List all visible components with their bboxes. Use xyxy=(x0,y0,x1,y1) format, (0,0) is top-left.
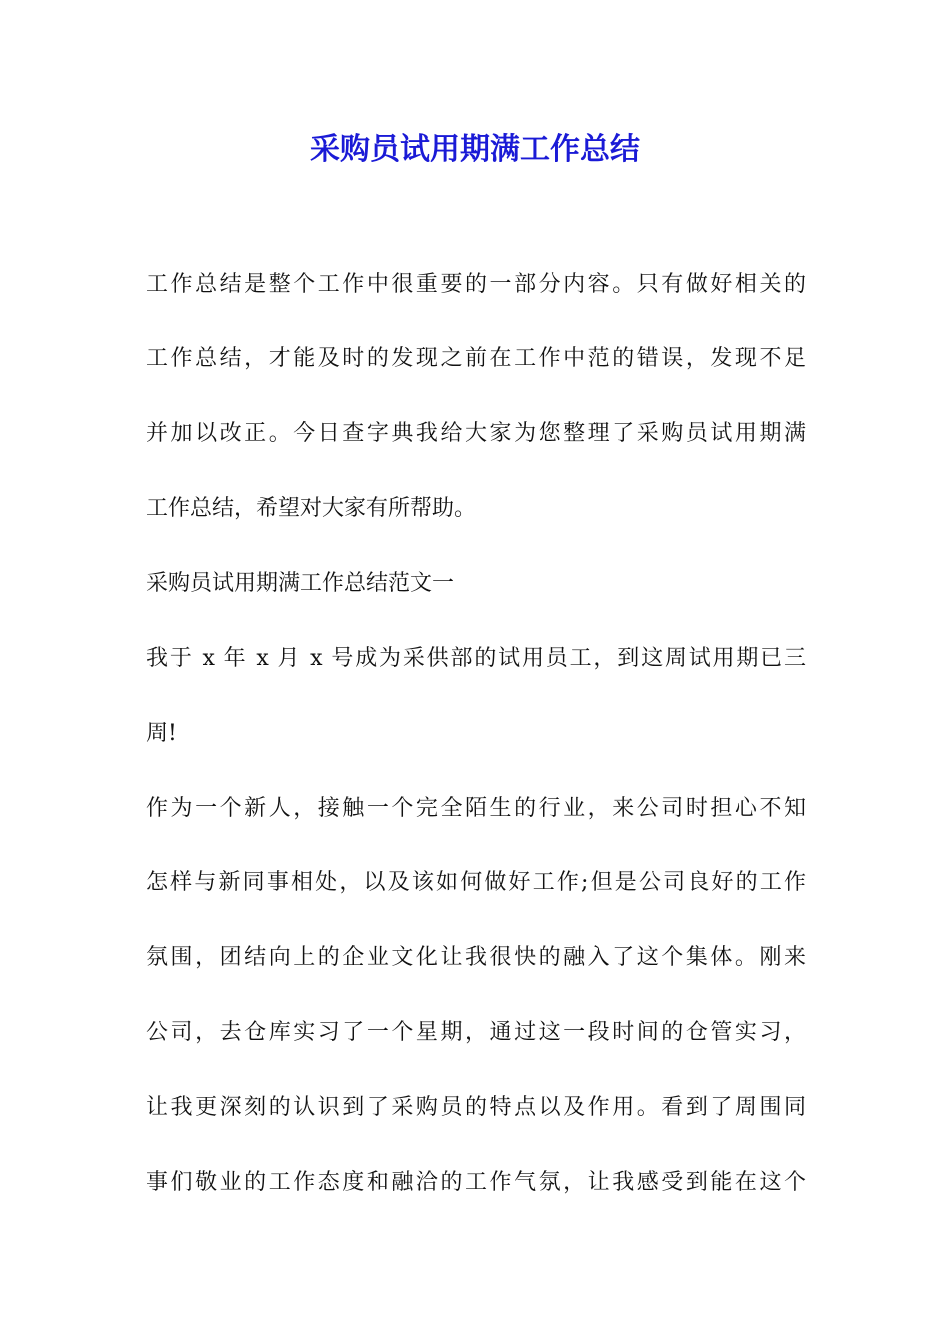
paragraph-line: 公司，去仓库实习了一个星期，通过这一段时间的仓管实习， xyxy=(146,1020,806,1045)
paragraph-line: 工作总结，才能及时的发现之前在工作中范的错误，发现不足 xyxy=(146,346,806,371)
paragraph-line: 氛围，团结向上的企业文化让我很快的融入了这个集体。刚来 xyxy=(146,945,806,970)
paragraph-line: 工作总结是整个工作中很重要的一部分内容。只有做好相关的 xyxy=(146,272,806,297)
paragraph-line: 工作总结，希望对大家有所帮助。 xyxy=(146,496,477,521)
paragraph-line: 事们敬业的工作态度和融洽的工作气氛，让我感受到能在这个 xyxy=(146,1170,806,1195)
paragraph-line: 怎样与新同事相处，以及该如何做好工作;但是公司良好的工作 xyxy=(146,870,806,895)
section-heading: 采购员试用期满工作总结范文一 xyxy=(146,571,455,596)
paragraph-line: 我于 x 年 x 月 x 号成为采供部的试用员工，到这周试用期已三 xyxy=(146,646,806,671)
paragraph-line: 作为一个新人，接触一个完全陌生的行业，来公司时担心不知 xyxy=(146,796,806,821)
paragraph-line: 周! xyxy=(146,721,177,746)
document-title: 采购员试用期满工作总结 xyxy=(310,132,640,167)
paragraph-line: 并加以改正。今日查字典我给大家为您整理了采购员试用期满 xyxy=(146,421,806,446)
paragraph-line: 让我更深刻的认识到了采购员的特点以及作用。看到了周围同 xyxy=(146,1095,806,1120)
